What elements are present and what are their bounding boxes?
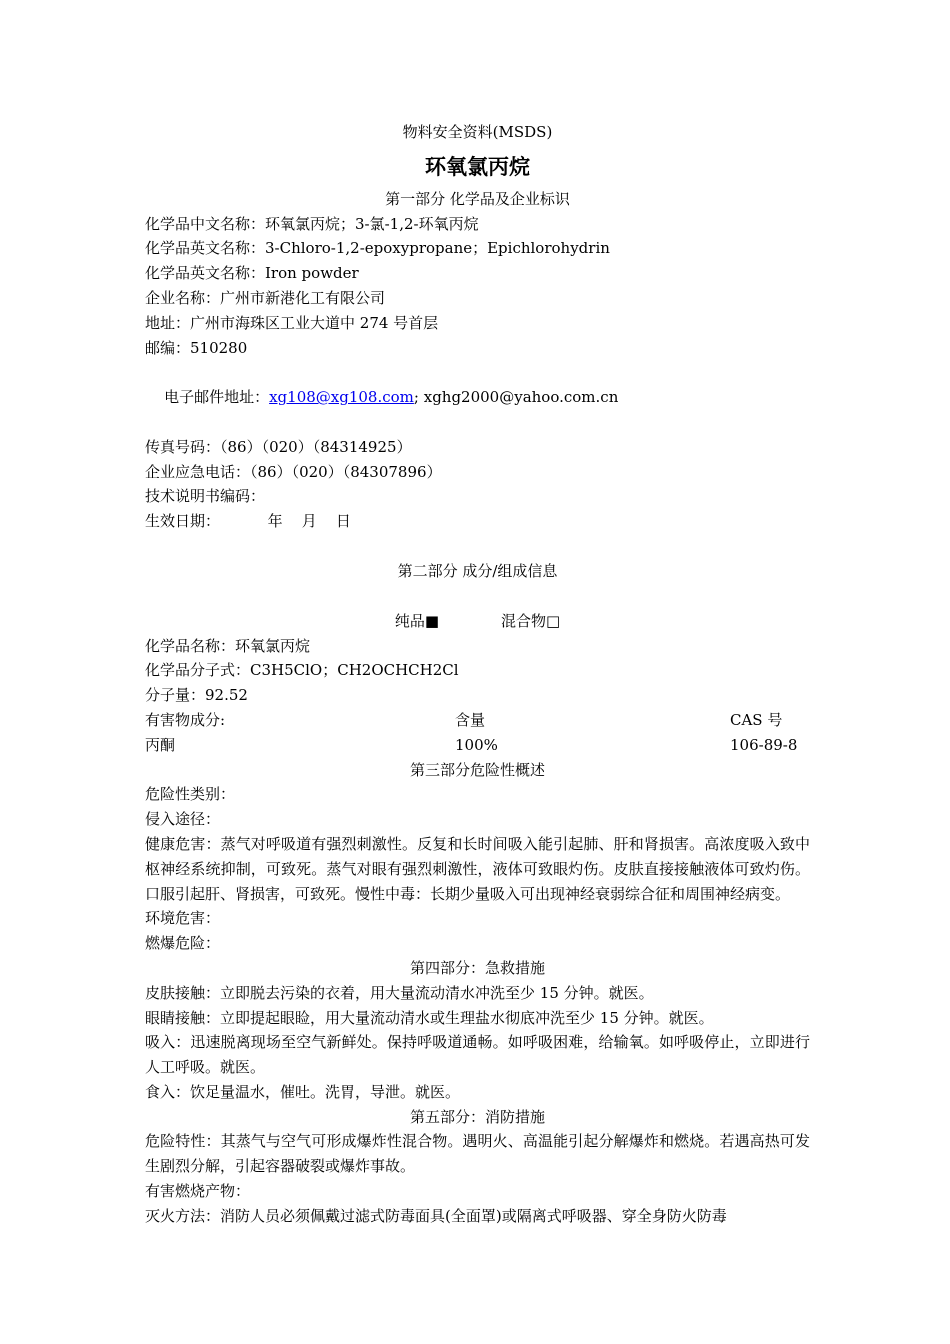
effective-date-line: 生效日期： 年 月 日 [145,512,351,531]
document-title: 环氧氯丙烷 [425,154,530,179]
mixture-option: 混合物□ [501,611,561,630]
composition-header-component: 有害物成分: [145,710,226,729]
ingestion-line: 食入：饮足量温水，催吐。洗胃，导泄。就医。 [145,1082,461,1101]
en-name-line-2: 化学品英文名称：Iron powder [145,264,359,283]
part5-heading: 第五部分：消防措施 [409,1107,545,1126]
email-line [145,360,810,434]
fire-hazard-line: 燃爆危险： [145,934,221,953]
composition-content: 100% [455,735,498,754]
eye-contact-line: 眼睛接触：立即提起眼睑，用大量流动清水或生理盐水彻底冲洗至少 15 分钟。就医。 [145,1008,714,1027]
danger-property-paragraph: 危险特性：其蒸气与空气可形成爆炸性混合物。遇明火、高温能引起分解爆炸和燃烧。若遇高热可发生剧烈分解，引起容器破裂或爆炸事故。 [145,1132,810,1176]
chem-name-line: 化学品名称：环氧氯丙烷 [145,636,311,655]
pure-option: 纯品■ [394,611,439,630]
composition-header-content: 含量 [455,710,486,729]
composition-header-row [145,708,810,733]
composition-cas: 106-89-8 [730,735,798,754]
email-link[interactable]: xg108@xg108.com [269,388,414,407]
part3-heading: 第三部分危险性概述 [409,760,545,779]
address-line: 地址：广州市海珠区工业大道中 274 号首层 [145,313,439,332]
emergency-phone-line: 企业应急电话：（86）（020）（84307896） [145,462,442,481]
extinguish-method-line: 灭火方法：消防人员必须佩戴过滤式防毒面具(全面罩)或隔离式呼吸器、穿全身防火防毒 [145,1206,727,1225]
spec-code-line: 技术说明书编码： [145,487,266,506]
composition-row [145,733,810,758]
part1-heading: 第一部分 化学品及企业标识 [385,189,570,208]
cn-name-line: 化学品中文名称：环氧氯丙烷；3-氯-1,2-环氧丙烷 [145,214,479,233]
formula-line: 化学品分子式：C3H5ClO；CH2OCHCH2Cl [145,661,459,680]
inhalation-paragraph: 吸入：迅速脱离现场至空气新鲜处。保持呼吸道通畅。如呼吸困难，给输氧。如呼吸停止，立即进行人工呼吸。就医。 [145,1033,810,1077]
document-header: 物料安全资料(MSDS) [402,123,553,141]
msds-document [145,120,810,1229]
part4-heading: 第四部分：急救措施 [409,958,545,977]
part2-heading: 第二部分 成分/组成信息 [397,561,558,580]
composition-header-cas: CAS 号 [730,710,783,729]
email-secondary: ; xghg2000@yahoo.com.cn [413,388,619,407]
email-label: 电子邮件地址： [164,388,270,407]
environment-hazard-line: 环境危害： [145,909,221,928]
health-hazard-paragraph: 健康危害：蒸气对呼吸道有强烈刺激性。反复和长时间吸入能引起肺、肝和肾损害。高浓度吸入致中枢神经系统抑制，可致死。蒸气对眼有强烈刺激性，液体可致眼灼伤。皮肤直接接触液体可致灼伤。口服引起肝、肾损害，可致死。慢性中毒：长期少量吸入可出现神经衰弱综合征和周围神经病变。 [145,834,810,903]
combustion-products-line: 有害燃烧产物： [145,1182,251,1201]
hazard-class-line: 危险性类别： [145,785,236,804]
company-line: 企业名称：广州市新港化工有限公司 [145,288,386,307]
skin-contact-line: 皮肤接触：立即脱去污染的衣着，用大量流动清水冲洗至少 15 分钟。就医。 [145,983,654,1002]
fax-line: 传真号码：（86）（020）（84314925） [145,437,412,456]
molecular-weight-line: 分子量：92.52 [145,686,248,705]
purity-selector [145,609,810,634]
route-line: 侵入途径： [145,810,221,829]
composition-component: 丙酮 [145,735,176,754]
en-name-line: 化学品英文名称：3-Chloro-1,2-epoxypropane；Epichlorohydrin [145,239,610,258]
postcode-line: 邮编：510280 [145,338,248,357]
